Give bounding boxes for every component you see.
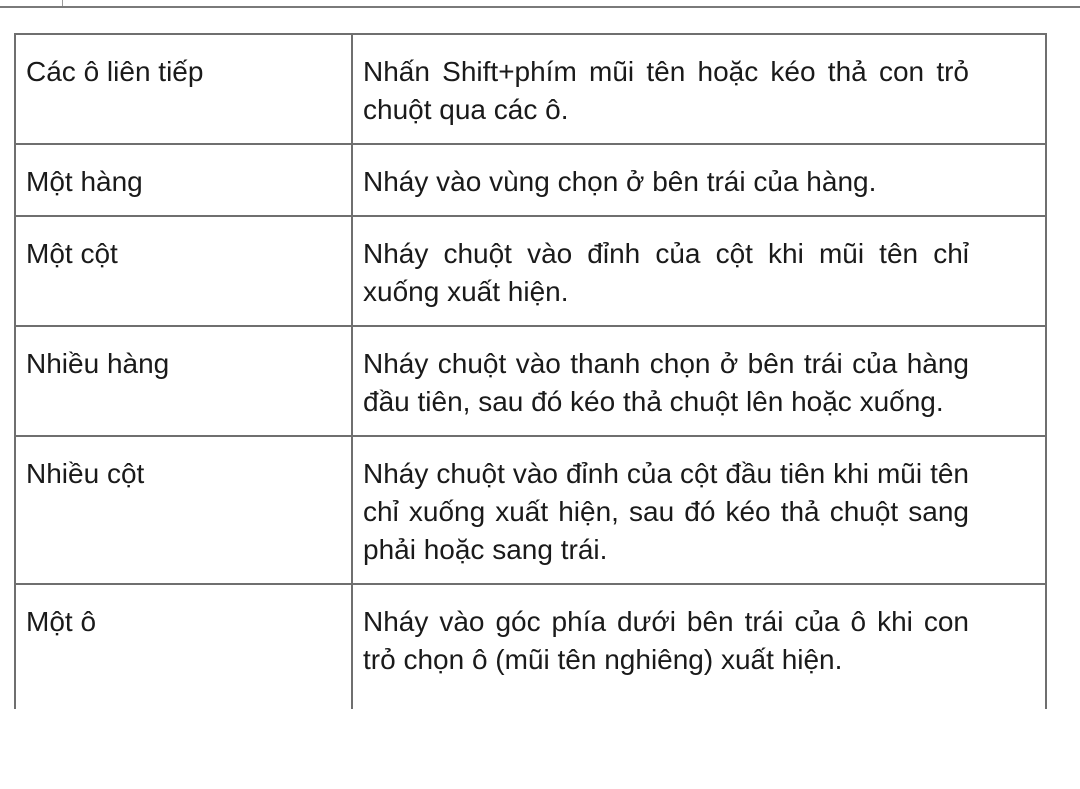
table-row — [15, 216, 1046, 326]
selection-target-cell: Nhiều hàng — [15, 326, 352, 436]
selection-target-cell: Các ô liên tiếp — [15, 34, 352, 144]
selection-action-cell: Nháy chuột vào đỉnh của cột khi mũi tên chỉ xuống xuất hiện. — [352, 216, 1046, 326]
page-top-mark — [62, 0, 63, 6]
table-row — [15, 584, 1046, 709]
selection-target-cell: Một hàng — [15, 144, 352, 216]
selection-action-cell: Nháy vào vùng chọn ở bên trái của hàng. — [352, 144, 1046, 216]
selection-target-cell: Một cột — [15, 216, 352, 326]
selection-action-cell: Nháy chuột vào đỉnh của cột đầu tiên khi mũi tên chỉ xuống xuất hiện, sau đó kéo thả chuột sang phải hoặc sang trái. — [352, 436, 1046, 584]
selection-action-cell: Nháy vào góc phía dưới bên trái của ô khi con trỏ chọn ô (mũi tên nghiêng) xuất hiện. — [352, 584, 1046, 709]
selection-action-cell: Nhấn Shift+phím mũi tên hoặc kéo thả con trỏ chuột qua các ô. — [352, 34, 1046, 144]
page-top-rule — [0, 6, 1080, 8]
table-row — [15, 34, 1046, 144]
table-row — [15, 436, 1046, 584]
table-row — [15, 144, 1046, 216]
selection-target-cell: Nhiều cột — [15, 436, 352, 584]
selection-table — [14, 33, 1047, 709]
selection-target-cell: Một ô — [15, 584, 352, 709]
selection-action-cell: Nháy chuột vào thanh chọn ở bên trái của hàng đầu tiên, sau đó kéo thả chuột lên hoặc xuống. — [352, 326, 1046, 436]
table-row — [15, 326, 1046, 436]
